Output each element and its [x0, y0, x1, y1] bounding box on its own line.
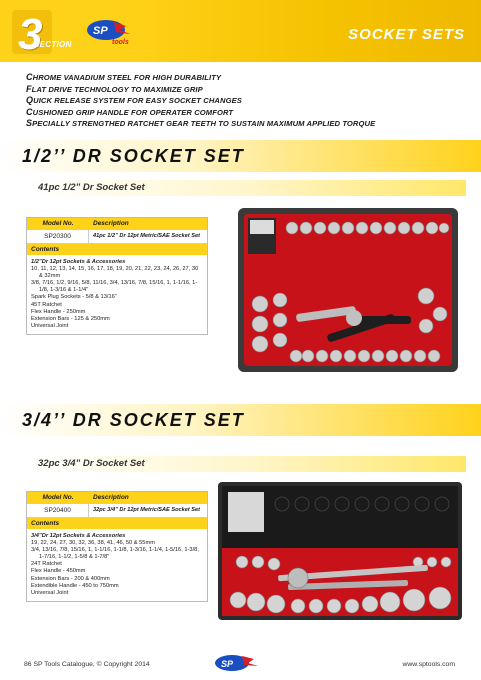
contents-line: 45T Ratchet: [31, 301, 62, 308]
set2-subtitle-bar: [26, 456, 466, 472]
footer-website: www.sptools.com: [402, 661, 455, 668]
page-header: [0, 0, 481, 62]
section-word: SECTION: [34, 40, 72, 49]
spec-row: [27, 230, 207, 244]
contents-line: Extension Bars - 200 & 400mm: [31, 575, 110, 582]
contents-line: Universal Joint: [31, 589, 69, 596]
set2-product-photo: [218, 482, 462, 620]
contents-line: Spark Plug Sockets - 5/8 & 13/16”: [31, 294, 117, 301]
socket-case-image: [236, 206, 460, 374]
set1-subtitle-bar: [26, 180, 466, 196]
page-title: SOCKET SETS: [348, 26, 465, 43]
feature-item: CHROME VANADIUM STEEL FOR HIGH DURABILITY: [26, 72, 222, 82]
model-number: SP20300: [27, 230, 89, 243]
contents-line: 3/8, 7/16, 1/2, 9/16, 5/8, 11/16, 3/4, 13/16, 7/8, 15/16, 1, 1-1/16, 1-1/8, 1-3/16 & 1-1/4”: [31, 280, 198, 294]
set1-title: 1/2’’ DR SOCKET SET: [22, 146, 245, 166]
contents-heading: 3/4”Dr 12pt Sockets & Accessories: [31, 533, 126, 539]
footer-copyright: 86 SP Tools Catalogue, © Copyright 2014: [24, 661, 150, 668]
set1-subtitle: 41pc 1/2” Dr Socket Set: [38, 182, 145, 193]
contents-line: Extension Bars - 125 & 250mm: [31, 315, 110, 322]
feature-item: SPECIALLY STRENGTHED RATCHET GEAR TEETH TO SUSTAIN MAXIMUM APPLIED TORQUE: [26, 118, 376, 129]
contents-header: Contents: [27, 518, 207, 529]
contents-line: Extendible Handle - 450 to 750mm: [31, 582, 119, 589]
contents-list: [27, 529, 207, 601]
sp-tools-logo-icon: [212, 653, 262, 675]
contents-line: Universal Joint: [31, 322, 69, 329]
set1-product-photo: [236, 206, 460, 374]
contents-line: Flex Handle - 250mm: [31, 308, 86, 315]
set2-spec-table: [26, 491, 208, 602]
set2-subtitle: 32pc 3/4” Dr Socket Set: [38, 458, 145, 469]
col-desc-header: Description: [93, 220, 129, 227]
feature-item: FLAT DRIVE TECHNOLOGY TO MAXIMIZE GRIP: [26, 83, 203, 94]
set1-spec-table: [26, 217, 208, 335]
set2-title: 3/4’’ DR SOCKET SET: [22, 410, 245, 430]
spec-row: [27, 504, 207, 518]
section-number: 3: [18, 10, 43, 59]
model-number: SP20400: [27, 504, 89, 517]
feature-item: QUICK RELEASE SYSTEM FOR EASY SOCKET CHANGES: [26, 95, 242, 106]
spec-header-row: [27, 218, 207, 230]
spec-header-row: [27, 492, 207, 504]
contents-heading: 1/2”Dr 12pt Sockets & Accessories: [31, 259, 126, 265]
footer-sp-tools-logo: [212, 653, 262, 675]
sp-tools-logo-icon: [86, 18, 134, 46]
section-badge: [8, 8, 72, 59]
feature-item: CUSHIONED GRIP HANDLE FOR OPERATER COMFORT: [26, 106, 234, 117]
contents-header: Contents: [27, 244, 207, 255]
model-description: 32pc 3/4” Dr 12pt Metric/SAE Socket Set: [93, 507, 200, 513]
svg-text:tools: tools: [112, 39, 129, 46]
contents-line: 3/4, 13/16, 7/8, 15/16, 1, 1-1/16, 1-1/8, 1-3/16, 1-1/4, 1-5/16, 1-3/8, 1-7/16, 1-1/2, 1-5/8 & 1-7/8”: [31, 547, 199, 561]
contents-line: 10, 11, 12, 13, 14, 15, 16, 17, 18, 19, 20, 21, 22, 23, 24, 26, 27, 30 & 32mm: [31, 266, 199, 280]
col-model-header: Model No.: [42, 494, 74, 501]
feature-list: [26, 72, 466, 130]
contents-line: 19, 22, 24, 27, 30, 32, 36, 38, 41, 46, 50 & 55mm: [31, 540, 155, 547]
set2-title-bar: [0, 404, 481, 436]
contents-line: Flex Handle - 450mm: [31, 568, 86, 575]
model-description: 41pc 1/2” Dr 12pt Metric/SAE Socket Set: [93, 233, 200, 239]
svg-text:SP: SP: [93, 25, 108, 37]
socket-case-image: [218, 482, 462, 620]
contents-list: [27, 255, 207, 334]
svg-text:SP: SP: [221, 659, 234, 669]
sp-tools-logo: [86, 18, 134, 46]
set1-title-bar: [0, 140, 481, 172]
contents-line: 24T Ratchet: [31, 561, 62, 568]
col-desc-header: Description: [93, 494, 129, 501]
col-model-header: Model No.: [42, 220, 74, 227]
